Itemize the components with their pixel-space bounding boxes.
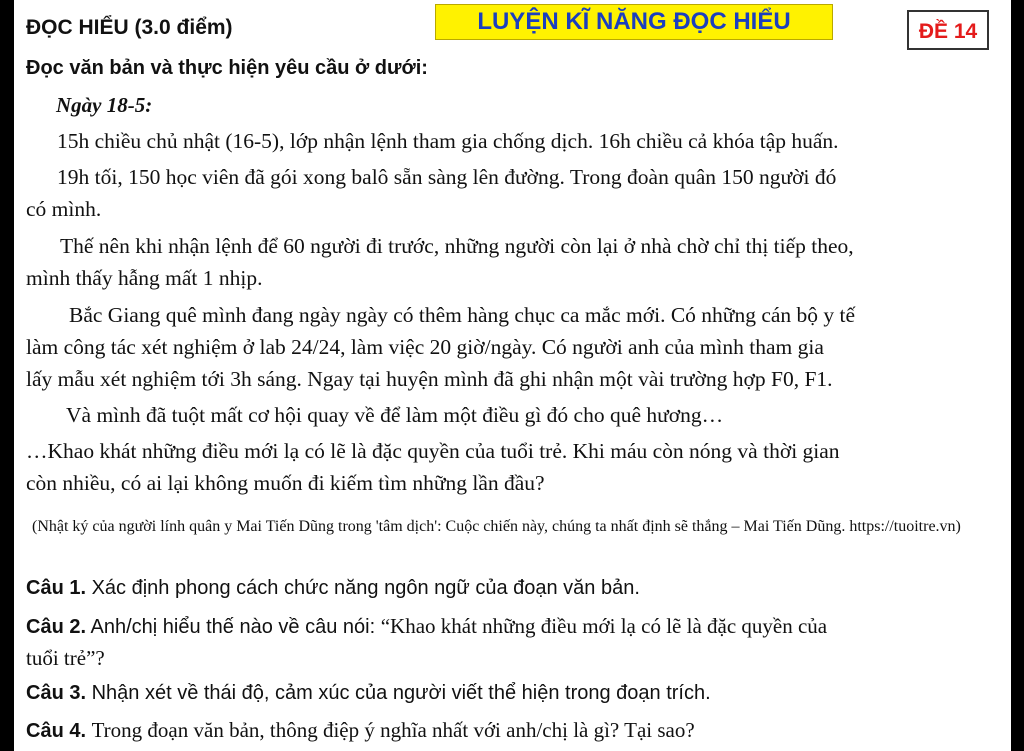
passage-line: lấy mẫu xét nghiệm tới 3h sáng. Ngay tại huyện mình đã ghi nhận một vài trường hợp F0, F1. — [26, 367, 833, 391]
passage-line: …Khao khát những điều mới lạ có lẽ là đặc quyền của tuổi trẻ. Khi máu còn nóng và thời gian — [26, 439, 840, 463]
question-label: Câu 3. — [26, 682, 87, 704]
passage-line: mình thấy hẫng mất 1 nhịp. — [26, 266, 263, 290]
diary-date: Ngày 18-5: — [56, 93, 153, 117]
passage-line: Thế nên khi nhận lệnh để 60 người đi trước, những người còn lại ở nhà chờ chỉ thị tiếp theo, — [60, 234, 854, 258]
passage-line: có mình. — [26, 197, 102, 221]
question-label: Câu 4. — [26, 720, 87, 742]
source-citation: (Nhật ký của người lính quân y Mai Tiến Dũng trong 'tâm dịch': Cuộc chiến này, chúng ta nhất định sẽ thắng – Mai Tiến Dũng. https://tuoitre.vn) — [32, 518, 961, 535]
question-label: Câu 2. — [26, 616, 87, 638]
question-1 — [26, 577, 640, 600]
worksheet-page — [14, 0, 1011, 751]
question-3 — [26, 682, 711, 705]
question-text: Xác định phong cách chức năng ngôn ngữ của đoạn văn bản. — [91, 577, 640, 599]
question-text: Anh/chị hiểu thế nào về câu nói: — [90, 616, 376, 638]
question-label: Câu 1. — [26, 577, 87, 599]
instruction: Đọc văn bản và thực hiện yêu cầu ở dưới: — [26, 57, 428, 79]
passage-line: làm công tác xét nghiệm ở lab 24/24, làm việc 20 giờ/ngày. Có người anh của mình tham gia — [26, 335, 824, 359]
question-2-continuation: tuổi trẻ”? — [26, 646, 105, 670]
question-text: Trong đoạn văn bản, thông điệp ý nghĩa nhất với anh/chị là gì? Tại sao? — [91, 718, 695, 742]
section-heading: ĐỌC HIỂU (3.0 điểm) — [26, 16, 233, 39]
passage-line: 19h tối, 150 học viên đã gói xong balô sẵn sàng lên đường. Trong đoàn quân 150 người đó — [57, 165, 837, 189]
question-text: Nhận xét về thái độ, cảm xúc của người viết thể hiện trong đoạn trích. — [91, 682, 711, 704]
test-number-badge: ĐỀ 14 — [907, 10, 989, 50]
question-4 — [26, 718, 695, 743]
question-2 — [26, 614, 827, 639]
title-banner: LUYỆN KĨ NĂNG ĐỌC HIỂU — [435, 4, 833, 40]
passage-line: còn nhiều, có ai lại không muốn đi kiếm tìm những lần đầu? — [26, 471, 545, 495]
passage-line: 15h chiều chủ nhật (16-5), lớp nhận lệnh tham gia chống dịch. 16h chiều cả khóa tập huấn. — [57, 129, 839, 153]
passage-line: Và mình đã tuột mất cơ hội quay về để làm một điều gì đó cho quê hương… — [66, 403, 724, 427]
quoted-sentence: “Khao khát những điều mới lạ có lẽ là đặc quyền của — [380, 614, 828, 638]
passage-line: Bắc Giang quê mình đang ngày ngày có thêm hàng chục ca mắc mới. Có những cán bộ y tế — [69, 303, 856, 327]
